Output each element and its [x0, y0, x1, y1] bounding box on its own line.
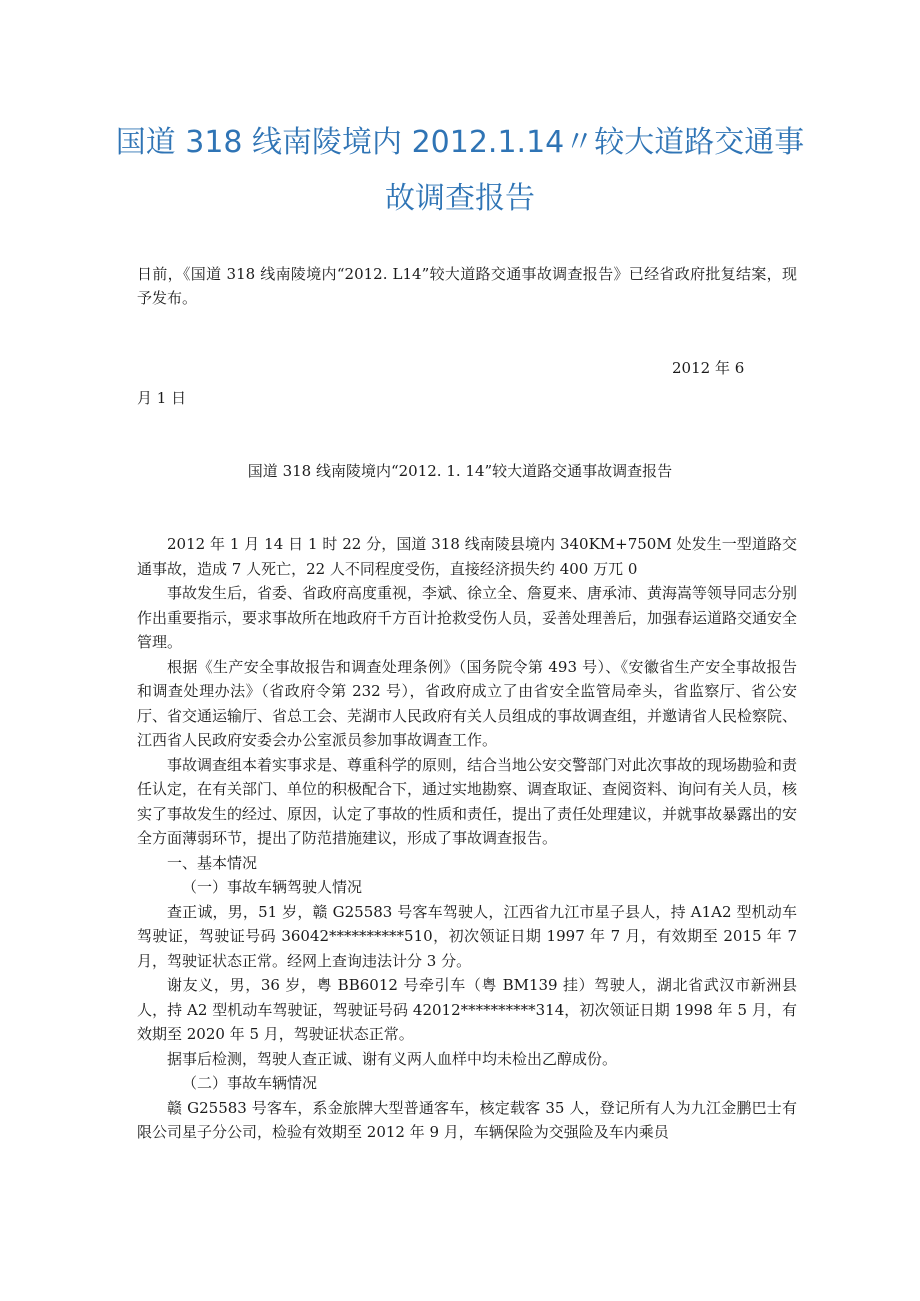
section-heading-basic-info: 一、基本情况	[167, 853, 258, 872]
body-paragraph: 谢友义，男，36 岁，粤 BB6012 号牵引车（粤 BM139 挂）驾驶人，湖北省武汉市新洲县人，持 A2 型机动车驾驶证，驾驶证号码 42012**********314，初次领证日期 1998 年 5 月，有效期至 2020 年 5 月，驾驶证状态正常。	[137, 976, 797, 1043]
body-paragraph: 查正诚，男，51 岁，赣 G25583 号客车驾驶人，江西省九江市星子县人，持 A1A2 型机动车驾驶证，驾驶证号码 36042**********510，初次领证日期 1997 年 7 月，有效期至 2015 年 7 月，驾驶证状态正常。经网上查询违法计分 3 分。	[137, 902, 797, 970]
publication-date-part-2: 月 1 日	[137, 389, 187, 407]
body-paragraph: 2012 年 1 月 14 日 1 时 22 分，国道 318 线南陵县境内 340KM+750M 处发生一型道路交通事故，造成 7 人死亡，22 人不同程度受伤，直接经济损失约 400 万兀 0	[137, 535, 797, 578]
subsection-heading-drivers: （一）事故车辆驾驶人情况	[182, 878, 363, 896]
document-title-line-2: 故调查报告	[385, 181, 535, 216]
report-subtitle: 国道 318 线南陵境内“2012. 1. 14”较大道路交通事故调查报告	[247, 462, 673, 480]
publication-date-part-1: 2012 年 6	[672, 359, 745, 377]
report-body	[137, 532, 797, 1145]
body-paragraph: 据事后检测，驾驶人查正诚、谢有义两人血样中均未检出乙醇成份。	[167, 1049, 618, 1068]
body-paragraph: 事故调查组本着实事求是、尊重科学的原则，结合当地公安交警部门对此次事故的现场勘验和责任认定，在有关部门、单位的积极配合下，通过实地勘察、调查取证、查阅资料、询问有关人员，核实了事故发生的经过、原因，认定了事故的性质和责任，提出了责任处理建议，并就事故暴露出的安全方面薄弱环节，提出了防范措施建议，形成了事故调查报告。	[137, 755, 798, 847]
subsection-heading-vehicles: （二）事故车辆情况	[182, 1074, 318, 1092]
body-paragraph: 根据《生产安全事故报告和调查处理条例》（国务院令第 493 号）、《安徽省生产安全事故报告和调查处理办法》（省政府令第 232 号），省政府成立了由省安全监管局牵头，省监察厅、省公安厅、省交通运输厅、省总工会、芜湖市人民政府有关人员组成的事故调查组，并邀请省人民检察院、江西省人民政府安委会办公室派员参加事故调查工作。	[137, 657, 798, 749]
publication-notice: 日前，《国道 318 线南陵境内“2012. L14”较大道路交通事故调查报告》已经省政府批复结案，现予发布。	[137, 265, 797, 307]
body-paragraph: 事故发生后，省委、省政府高度重视，李斌、徐立全、詹夏来、唐承沛、黄海嵩等领导同志分别作出重要指示，要求事故所在地政府千方百计抢救受伤人员，妥善处理善后，加强春运道路交通安全管理。	[137, 584, 798, 651]
document-title-line-1: 国道 318 线南陵境内 2012.1.14〃较大道路交通事	[115, 125, 805, 160]
body-paragraph: 赣 G25583 号客车，系金旅牌大型普通客车，核定载客 35 人，登记所有人为九江金鹏巴士有限公司星子分公司，检验有效期至 2012 年 9 月，车辆保险为交强险及车内乘员	[137, 1098, 797, 1141]
